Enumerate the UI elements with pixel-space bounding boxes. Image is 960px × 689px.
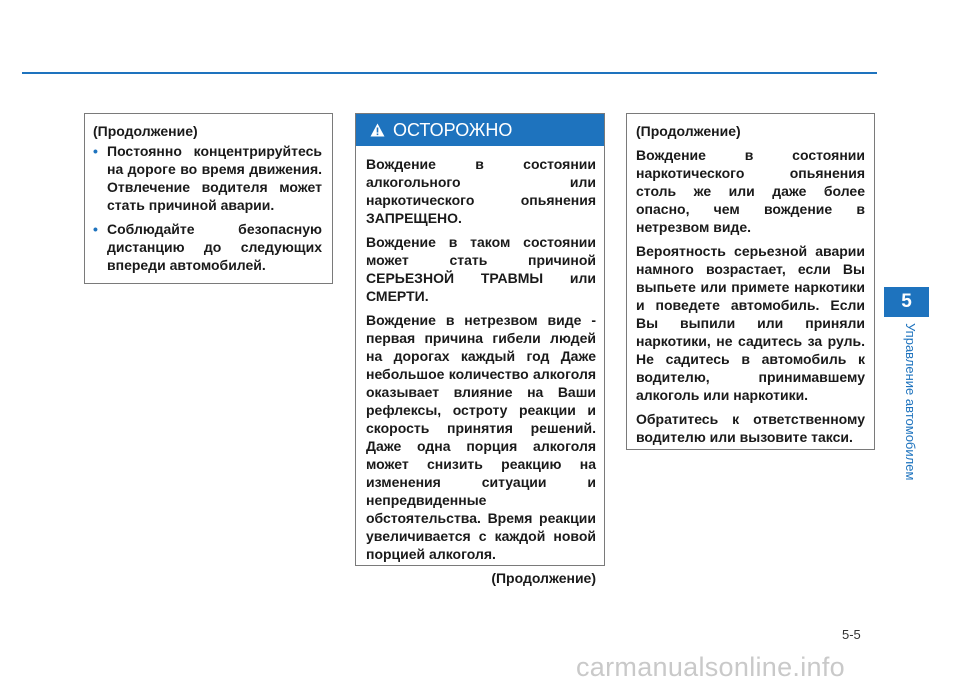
list-item-text: Соблюдайте безопасную дистанцию до следующих впереди автомобилей. (107, 221, 322, 273)
continued-label: (Продолжение) (491, 570, 596, 586)
warning-body (356, 146, 604, 587)
left-box-heading: (Продолжение) (93, 123, 198, 139)
chapter-number-tab: 5 (884, 287, 929, 317)
top-divider (22, 72, 877, 74)
warning-paragraph: Вождение в таком состоянии может стать причиной СЕРЬЕЗНОЙ ТРАВМЫ или СМЕРТИ. (366, 234, 596, 304)
list-item-text: Постоянно концентрируйтесь на дороге во время движения. Отвлечение водителя может стать причиной аварии. (107, 143, 322, 213)
continued-notes-box (84, 113, 333, 284)
warning-paragraph: Вождение в состоянии алкогольного или наркотического опьянения ЗАПРЕЩЕНО. (366, 156, 596, 226)
warning-title: ОСТОРОЖНО (393, 120, 513, 140)
right-box-paragraph: Вероятность серьезной аварии намного возрастает, если Вы выпьете или примете наркотики и поведете автомобиль. Если Вы выпили или приняли наркотики, не садитесь за руль. Не садитесь в автомобиль к водителю, принимавшему алкоголь или наркотики. (636, 243, 865, 403)
warning-header (356, 114, 604, 146)
warning-paragraph: Вождение в нетрезвом виде - первая причина гибели людей на дорогах каждый год Даже небольшое количество алкоголя оказывает влияние на Ваши рефлексы, остроту реакции и скорость принятия решений. Даже одна порция алкоголя может снизить реакцию на изменения ситуации и непредвиденные обстоятельства. Время реакции увеличивается с каждой новой порцией алкоголя. (366, 312, 596, 562)
right-box-paragraph: Вождение в состоянии наркотического опьянения столь же или даже более опасно, чем вождение в нетрезвом виде. (636, 147, 865, 235)
watermark: carmanualsonline.info (576, 652, 845, 682)
warning-triangle-icon (370, 123, 385, 137)
list-item (93, 220, 322, 274)
page-number: 5-5 (842, 627, 861, 642)
continued-warning-box (626, 113, 875, 450)
bullet-icon: • (93, 221, 98, 237)
chapter-title: Управление автомобилем (903, 323, 918, 481)
bullet-icon: • (93, 143, 98, 159)
right-box-heading: (Продолжение) (636, 123, 741, 139)
left-box-list (93, 142, 322, 274)
right-box-paragraph: Обратитесь к ответственному водителю или вызовите такси. (636, 411, 865, 445)
warning-box (355, 113, 605, 586)
list-item (93, 142, 322, 214)
